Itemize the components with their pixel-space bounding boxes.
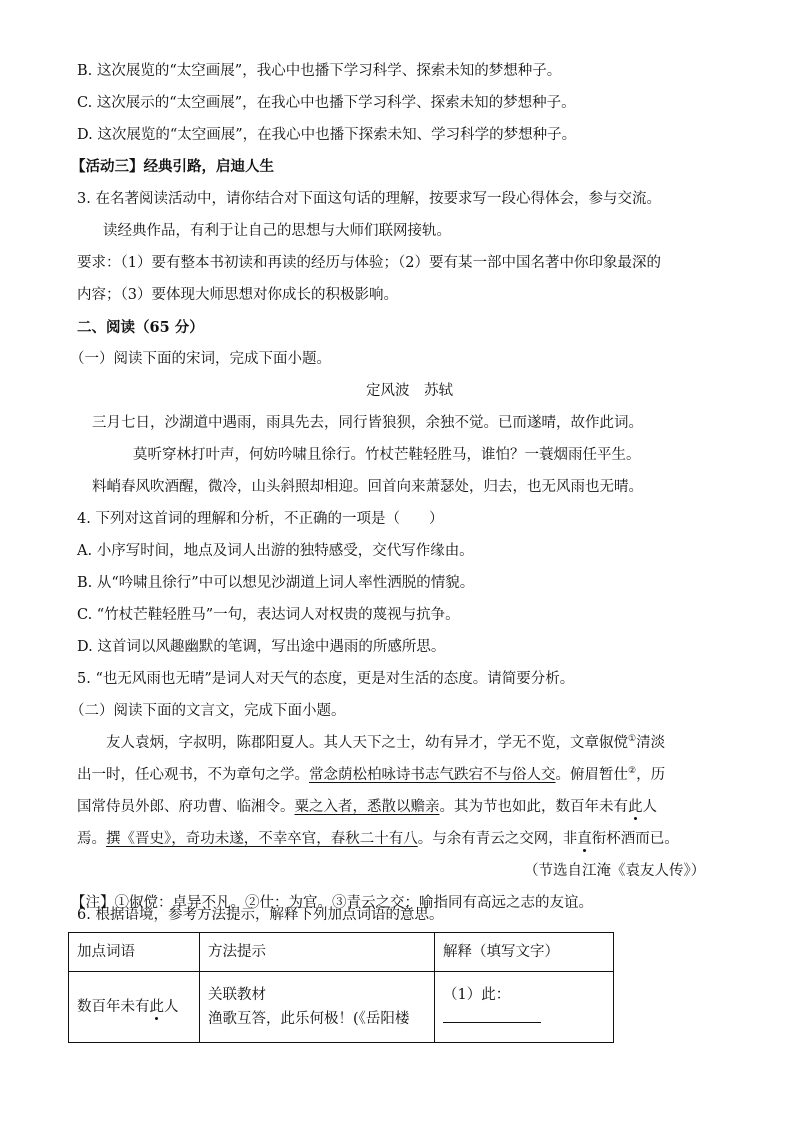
- vocab-table: [68, 932, 614, 1043]
- poem-title: 定风波 苏轼: [366, 383, 453, 399]
- option-d: D. 这次展览的“太空画展”，在我心中也播下探索未知、学习科学的梦想种子。: [77, 127, 577, 143]
- section-2-title: 二、阅读（65 分）: [77, 319, 204, 336]
- question-4-option-c: C. “竹杖芒鞋轻胜马”一句，表达词人对权贵的蔑视与抗争。: [77, 607, 460, 623]
- part-1-heading: （一）阅读下面的宋词，完成下面小题。: [70, 351, 331, 367]
- question-3: 3. 在名著阅读活动中，请你结合对下面这句话的理解，按要求写一段心得体会，参与交流。: [77, 191, 661, 207]
- question-5: 5. “也无风雨也无晴”是词人对天气的态度，更是对生活的态度。请简要分析。: [77, 671, 575, 687]
- passage-line-1: 友人袁炳，字叔明，陈郡阳夏人。其人天下之士，幼有异才，学无不览，文章俶傥①清淡: [106, 734, 666, 751]
- poem-verse-1: 莫听穿林打叶声，何妨吟啸且徐行。竹杖芒鞋轻胜马，谁怕？一蓑烟雨任平生。: [133, 447, 641, 463]
- table-cell-word: 数百年未有此人: [69, 972, 200, 1043]
- option-c: C. 这次展示的“太空画展”，在我心中也播下学习科学、探索未知的梦想种子。: [77, 95, 576, 111]
- requirement-line-2: 内容；（3）要体现大师思想对你成长的积极影响。: [77, 287, 398, 303]
- passage-line-4: 焉。撰《晋史》，奇功未遂，不幸卒官，春秋二十有八。与余有青云之交网，非直衔杯酒而已。: [77, 831, 679, 847]
- answer-blank[interactable]: [443, 1008, 541, 1023]
- poem-verse-2: 料峭春风吹酒醒，微冷，山头斜照却相迎。回首向来萧瑟处，归去，也无风雨也无晴。: [92, 479, 643, 495]
- passage-notes: 【注】①俶傥：卓异不凡。②仕：为官。③青云之交：喻指同有高远之志的友谊。: [71, 895, 593, 911]
- table-header-cell: 解释（填写文字）: [435, 933, 614, 972]
- option-b: B. 这次展览的“太空画展”，我心中也播下学习科学、探索未知的梦想种子。: [77, 63, 562, 79]
- question-4-option-a: A. 小序写时间，地点及词人出游的独特感受，交代写作缘由。: [77, 543, 474, 559]
- passage-line-3: 国常侍员外郎、府功曹、临湘令。粟之入者，悉散以赡亲。其为节也如此，数百年未有此人: [77, 799, 657, 815]
- table-header-cell: 加点词语: [69, 933, 200, 972]
- table-header-cell: 方法提示: [200, 933, 435, 972]
- question-6: 6. 根据语境，参考方法提示，解释下列加点词语的意思。: [77, 907, 444, 923]
- question-4-option-b: B. 从“吟啸且徐行”中可以想见沙湖道上词人率性洒脱的情貌。: [77, 575, 475, 591]
- quote-line: 读经典作品，有利于让自己的思想与大师们联网接轨。: [103, 223, 451, 239]
- question-4-option-d: D. 这首词以风趣幽默的笔调，写出途中遇雨的所感所思。: [77, 639, 446, 655]
- poem-preface: 三月七日，沙湖道中遇雨，雨具先去，同行皆狼狈，余独不觉。已而遂晴，故作此词。: [92, 415, 643, 431]
- table-header-row: [69, 933, 614, 972]
- question-4: 4. 下列对这首词的理解和分析，不正确的一项是（ ）: [77, 511, 444, 527]
- table-cell-hint: 关联教材 渔歌互答，此乐何极！(《岳阳楼: [200, 972, 435, 1043]
- activity3-title: 【活动三】经典引路，启迪人生: [71, 158, 274, 175]
- passage-line-2: 出一时，任心观书，不为章句之学。常念荫松柏咏诗书志气跌宕不与俗人交。俯眉暂仕②，历: [77, 766, 666, 783]
- part-2-heading: （二）阅读下面的文言文，完成下面小题。: [70, 703, 346, 719]
- passage-source: （节选自江淹《袁友人传》）: [524, 863, 706, 879]
- requirement-line-1: 要求：（1）要有整本书初读和再读的经历与体验；（2）要有某一部中国名著中你印象最深的: [77, 255, 661, 271]
- table-row: [69, 972, 614, 1043]
- table-cell-answer[interactable]: （1）此：: [435, 972, 614, 1043]
